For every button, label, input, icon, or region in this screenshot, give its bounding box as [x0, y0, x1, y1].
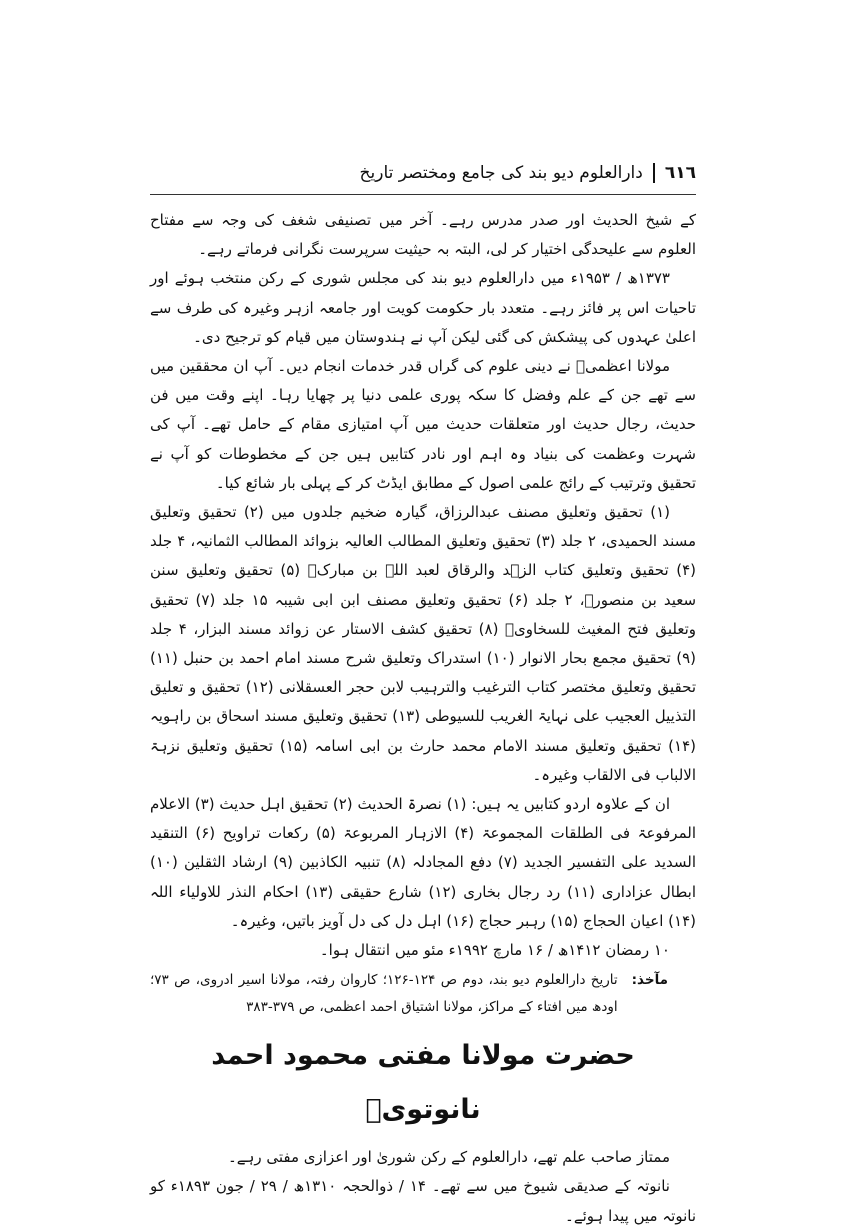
references-label: مآخذ: — [631, 972, 668, 989]
references — [150, 967, 696, 1021]
paragraph-services: مولانا اعظمیؒ نے دینی علوم کی گراں قدر خدمات انجام دیں۔ آپ ان محققین میں سے تھے جن کے علم وفضل کا سکہ پوری علمی دنیا پر چھایا رہا۔ اپنے وقت میں فن حدیث، رجال حدیث اور متعلقات حدیث میں آپ امتیازی مقام کے حامل تھے۔ آپ کی شہرت وعظمت کی بنیاد وہ اہم اور نادر کتابیں ہیں جن کے مخطوطات کو آپ نے تحقیق وترتیب کے رائج علمی اصول کے مطابق ایڈٹ کر کے پہلی بار شائع کیا۔ — [150, 357, 696, 492]
header-separator — [653, 163, 655, 183]
paragraph-continuation: کے شیخ الحدیث اور صدر مدرس رہے۔ آخر میں تصنیفی شغف کی وجہ سے مفتاح العلوم سے علیحدگی اختیار کر لی، البتہ بہ حیثیت سرپرست نگرانی فرماتے رہے۔ — [150, 211, 696, 259]
page-body — [150, 206, 696, 1231]
paragraph-shura: ۱۳۷۳ھ / ۱۹۵۳ء میں دارالعلوم دیو بند کی مجلس شوری کے رکن منتخب ہوئے اور تاحیات اس پر فائز رہے۔ متعدد بار حکومت کویت اور جامعہ ازہر وغیرہ کی طرف سے اعلیٰ عہدوں کی پیشکش کی گئی لیکن آپ نے ہندوستان میں قیام کو ترجیح دی۔ — [150, 269, 696, 346]
section-heading: حضرت مولانا مفتی محمود احمد نانوتویؒ — [211, 1040, 635, 1126]
paragraph-birth: نانوتہ کے صدیقی شیوخ میں سے تھے۔ ۱۴ / ذوالحجہ ۱۳۱۰ھ / ۲۹ / جون ۱۸۹۳ء کو نانوتہ میں پیدا ہوئے۔ — [150, 1177, 696, 1225]
header-rule — [150, 194, 696, 195]
paragraph-death: ۱۰ رمضان ۱۴۱۲ھ / ۱۶ مارچ ۱۹۹۲ء مئو میں انتقال ہوا۔ — [319, 941, 670, 960]
running-header — [150, 158, 696, 188]
paragraph-intro: ممتاز صاحب علم تھے، دارالعلوم کے رکن شوریٰ اور اعزازی مفتی رہے۔ — [228, 1148, 670, 1167]
page-number: ٦١٦ — [664, 163, 696, 183]
references-text: تاریخ دارالعلوم دیو بند، دوم ص ۱۲۴-۱۲۶؛ کاروان رفتہ، مولانا اسیر ادروی، ص ۷۳؛ اودھ میں افتاء کے مراکز، مولانا اشتیاق احمد اعظمی، ص ۳۷۹-۳۸۳ — [150, 972, 618, 1016]
paragraph-urdu-works: ان کے علاوہ اردو کتابیں یہ ہیں: (۱) نصرۃ الحدیث (۲) تحقیق اہل حدیث (۳) الاعلام المرفوعۃ فی الطلقات المجموعۃ (۴) الازہار المربوعۃ (۵) رکعات تراویح (۶) التنقید السدید علی التفسیر الجدید (۷) دفع المجادلہ (۸) تنبیہ الکاذبین (۹) ارشاد الثقلین (۱۰) ابطال عزاداری (۱۱) رد رجال بخاری (۱۲) شارع حقیقی (۱۳) احکام النذر للاولیاء اللہ (۱۴) اعیان الحجاج (۱۵) رہبر حجاج (۱۶) اہل دل کی دل آویز باتیں، وغیرہ۔ — [150, 795, 696, 930]
paragraph-arabic-works: (۱) تحقیق وتعلیق مصنف عبدالرزاق، گیارہ ضخیم جلدوں میں (۲) تحقیق وتعلیق مسند الحمیدی، ۲ جلد (۳) تحقیق وتعلیق المطالب العالیہ بزوائد المطالب الثمانیہ، ۴ جلد (۴) تحقیق وتعلیق کتاب الزہد والرقاق لعبد اللہ بن مبارکؒ (۵) تحقیق وتعلیق سنن سعید بن منصورؒ، ۲ جلد (۶) تحقیق وتعلیق مصنف ابن ابی شیبہ ۱۵ جلد (۷) تحقیق وتعلیق فتح المغیث للسخاویؒ (۸) تحقیق کشف الاستار عن زوائد مسند البزار، ۴ جلد (۹) تحقیق مجمع بحار الانوار (۱۰) استدراک وتعلیق شرح مسند امام احمد بن حنبل (۱۱) تحقیق وتعلیق مختصر کتاب الترغیب والترہیب لابن حجر العسقلانی (۱۲) تحقیق و تعلیق التذییل العجیب علی نہایۃ الغریب للسیوطی (۱۳) تحقیق وتعلیق مسند اسحاق بن راہویہ (۱۴) تحقیق وتعلیق مسند الامام محمد حارث بن ابی اسامہ (۱۵) تحقیق وتعلیق نزہۃ الالباب فی الالقاب وغیرہ۔ — [150, 503, 697, 784]
book-title: دارالعلوم دیو بند کی جامع ومختصر تاریخ — [359, 163, 643, 183]
